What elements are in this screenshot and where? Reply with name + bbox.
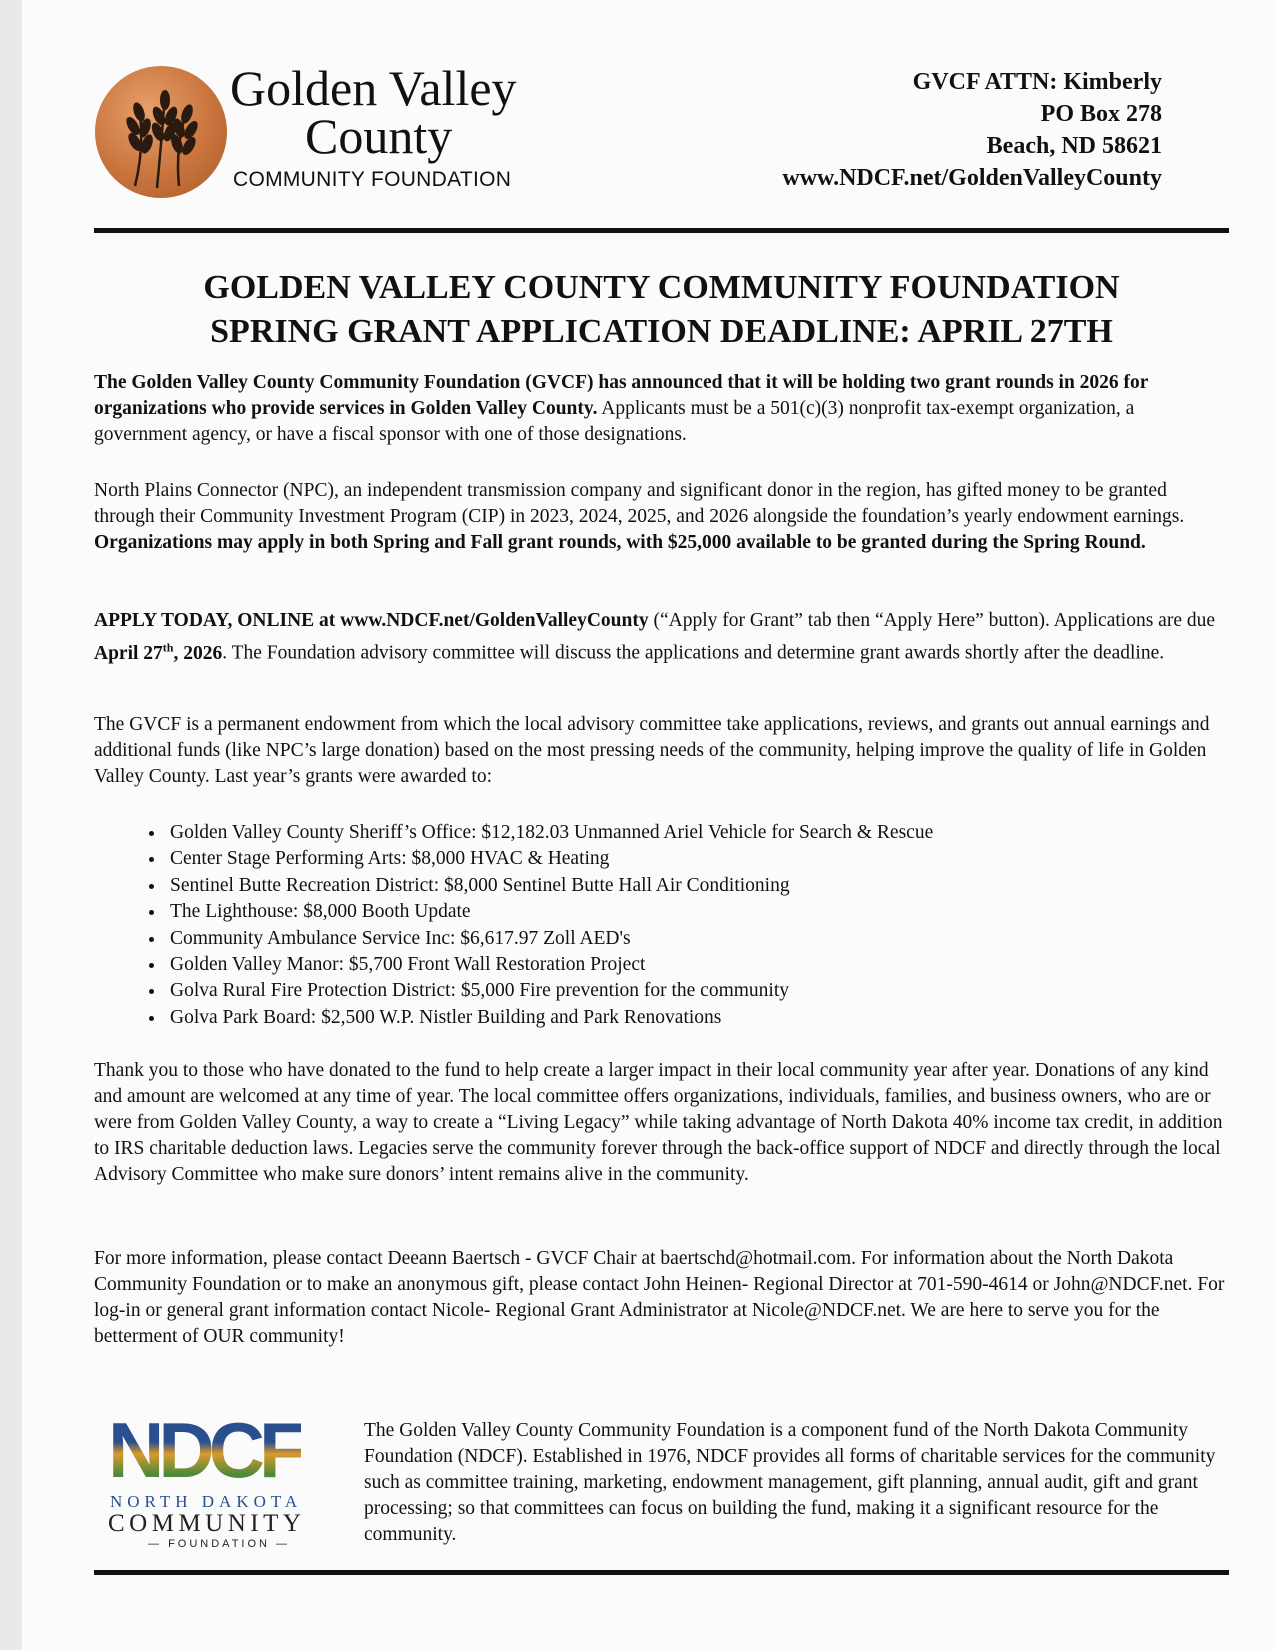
- apply-paragraph: [94, 608, 1229, 667]
- address-line: Beach, ND 58621: [986, 133, 1162, 159]
- ndcf-letters: NDCF: [108, 1406, 301, 1494]
- ndcf-logo: [108, 1406, 343, 1550]
- intro-bold: The Golden Valley County Community Foundation (GVCF) has announced that it will be holding two grant rounds in 2026 for organizations who provide services in Golden Valley County.: [94, 372, 1149, 419]
- list-item: • Golva Park Board: $2,500 W.P. Nistler Building and Park Renovations: [166, 1005, 1256, 1031]
- list-item: • Community Ambulance Service Inc: $6,617.97 Zoll AED's: [166, 926, 1256, 952]
- mailing-address: [782, 66, 1162, 194]
- intro-text: Applicants must be a 501(c)(3) nonprofit tax-exempt organization, a government agency, or have a fiscal sponsor with one of those designations.: [94, 398, 1135, 445]
- donations-paragraph: Thank you to those who have donated to the fund to help create a larger impact in their local community year after year. Donations of any kind and amount are welcomed at any time of year. The local committee offers organizations, individuals, families, and business owners, who are or were from Golden Valley County, a way to create a “Living Legacy” while taking advantage of North Dakota 40% income tax credit, in addition to IRS charitable deduction laws. Legacies serve the community forever through the back-office support of NDCF and directly through the local Advisory Committee who make sure donors’ intent remains alive in the community.: [94, 1060, 1223, 1185]
- npc-bold: Organizations may apply in both Spring and Fall grant rounds, with $25,000 available to be granted during the Spring Round.: [94, 532, 1146, 553]
- apply-text-end: . The Foundation advisory committee will discuss the applications and determine grant awards shortly after the deadline.: [222, 642, 1165, 664]
- intro-paragraph: [94, 370, 1229, 448]
- page-title: [94, 266, 1229, 354]
- npc-paragraph: [94, 478, 1229, 556]
- list-item: • Golden Valley County Sheriff’s Office: $12,182.03 Unmanned Ariel Vehicle for Search & Rescue: [166, 820, 1256, 846]
- endowment-paragraph: The GVCF is a permanent endowment from which the local advisory committee take applications, reviews, and grants out annual earnings and additional funds (like NPC’s large donation) based on the most pressing needs of the community, helping improve the quality of life in Golden Valley County. Last year’s grants were awarded to:: [94, 714, 1210, 787]
- title-line1: GOLDEN VALLEY COUNTY COMMUNITY FOUNDATION: [203, 269, 1120, 306]
- apply-text: (“Apply for Grant” tab then “Apply Here” button). Applications are due: [648, 610, 1216, 631]
- top-divider: [94, 228, 1229, 233]
- footer-paragraph: The Golden Valley County Community Foundation is a component fund of the North Dakota Community Foundation (NDCF). Established in 1976, NDCF provides all forms of charitable services for the community such as committee training, marketing, endowment management, gift planning, annual audit, gift and grant processing; so that committees can focus on building the fund, making it a significant resource for the community.: [364, 1420, 1216, 1545]
- list-item: • The Lighthouse: $8,000 Booth Update: [166, 899, 1256, 925]
- list-item: • Sentinel Butte Recreation District: $8,000 Sentinel Butte Hall Air Conditioning: [166, 873, 1256, 899]
- ndcf-community: COMMUNITY: [108, 1510, 306, 1537]
- bottom-divider: [94, 1570, 1229, 1575]
- apply-bold: APPLY TODAY, ONLINE at www.NDCF.net/GoldenValleyCounty: [94, 610, 649, 631]
- address-website: www.NDCF.net/GoldenValleyCounty: [782, 165, 1162, 191]
- list-item: • Center Stage Performing Arts: $8,000 HVAC & Heating: [166, 846, 1256, 872]
- list-item: • Golva Rural Fire Protection District: $5,000 Fire prevention for the community: [166, 978, 1256, 1004]
- logo-subtitle: COMMUNITY FOUNDATION: [233, 168, 512, 191]
- address-line: GVCF ATTN: Kimberly: [912, 69, 1162, 95]
- wheat-icon: [95, 66, 227, 198]
- contact-paragraph: For more information, please contact Deeann Baertsch - GVCF Chair at baertschd@hotmail.com. For information about the North Dakota Community Foundation or to make an anonymous gift, please contact John Heinen- Regional Director at 701-590-4614 or John@NDCF.net. For log-in or general grant information contact Nicole- Regional Grant Administrator at Nicole@NDCF.net. We are here to serve you for the betterment of OUR community!: [94, 1248, 1225, 1347]
- list-item: • Golden Valley Manor: $5,700 Front Wall Restoration Project: [166, 952, 1256, 978]
- ndcf-north-dakota: NORTH DAKOTA: [110, 1492, 303, 1511]
- grants-list: [130, 820, 1256, 1031]
- due-date: April 27th, 2026: [94, 640, 223, 664]
- npc-text: North Plains Connector (NPC), an independent transmission company and significant donor in the region, has gifted money to be granted through their Community Investment Program (CIP) in 2023, 2024, 2025, and 2026 alongside the foundation’s yearly endowment earnings.: [94, 480, 1185, 527]
- logo-title-line2: County: [305, 108, 453, 164]
- logo-title-line1: Golden Valley: [230, 60, 517, 116]
- title-line2: SPRING GRANT APPLICATION DEADLINE: APRIL 27TH: [210, 313, 1113, 350]
- ndcf-foundation: — FOUNDATION —: [148, 1538, 291, 1550]
- address-line: PO Box 278: [1040, 101, 1162, 127]
- gvcf-logo: [95, 58, 535, 198]
- page-edge: [0, 0, 22, 1650]
